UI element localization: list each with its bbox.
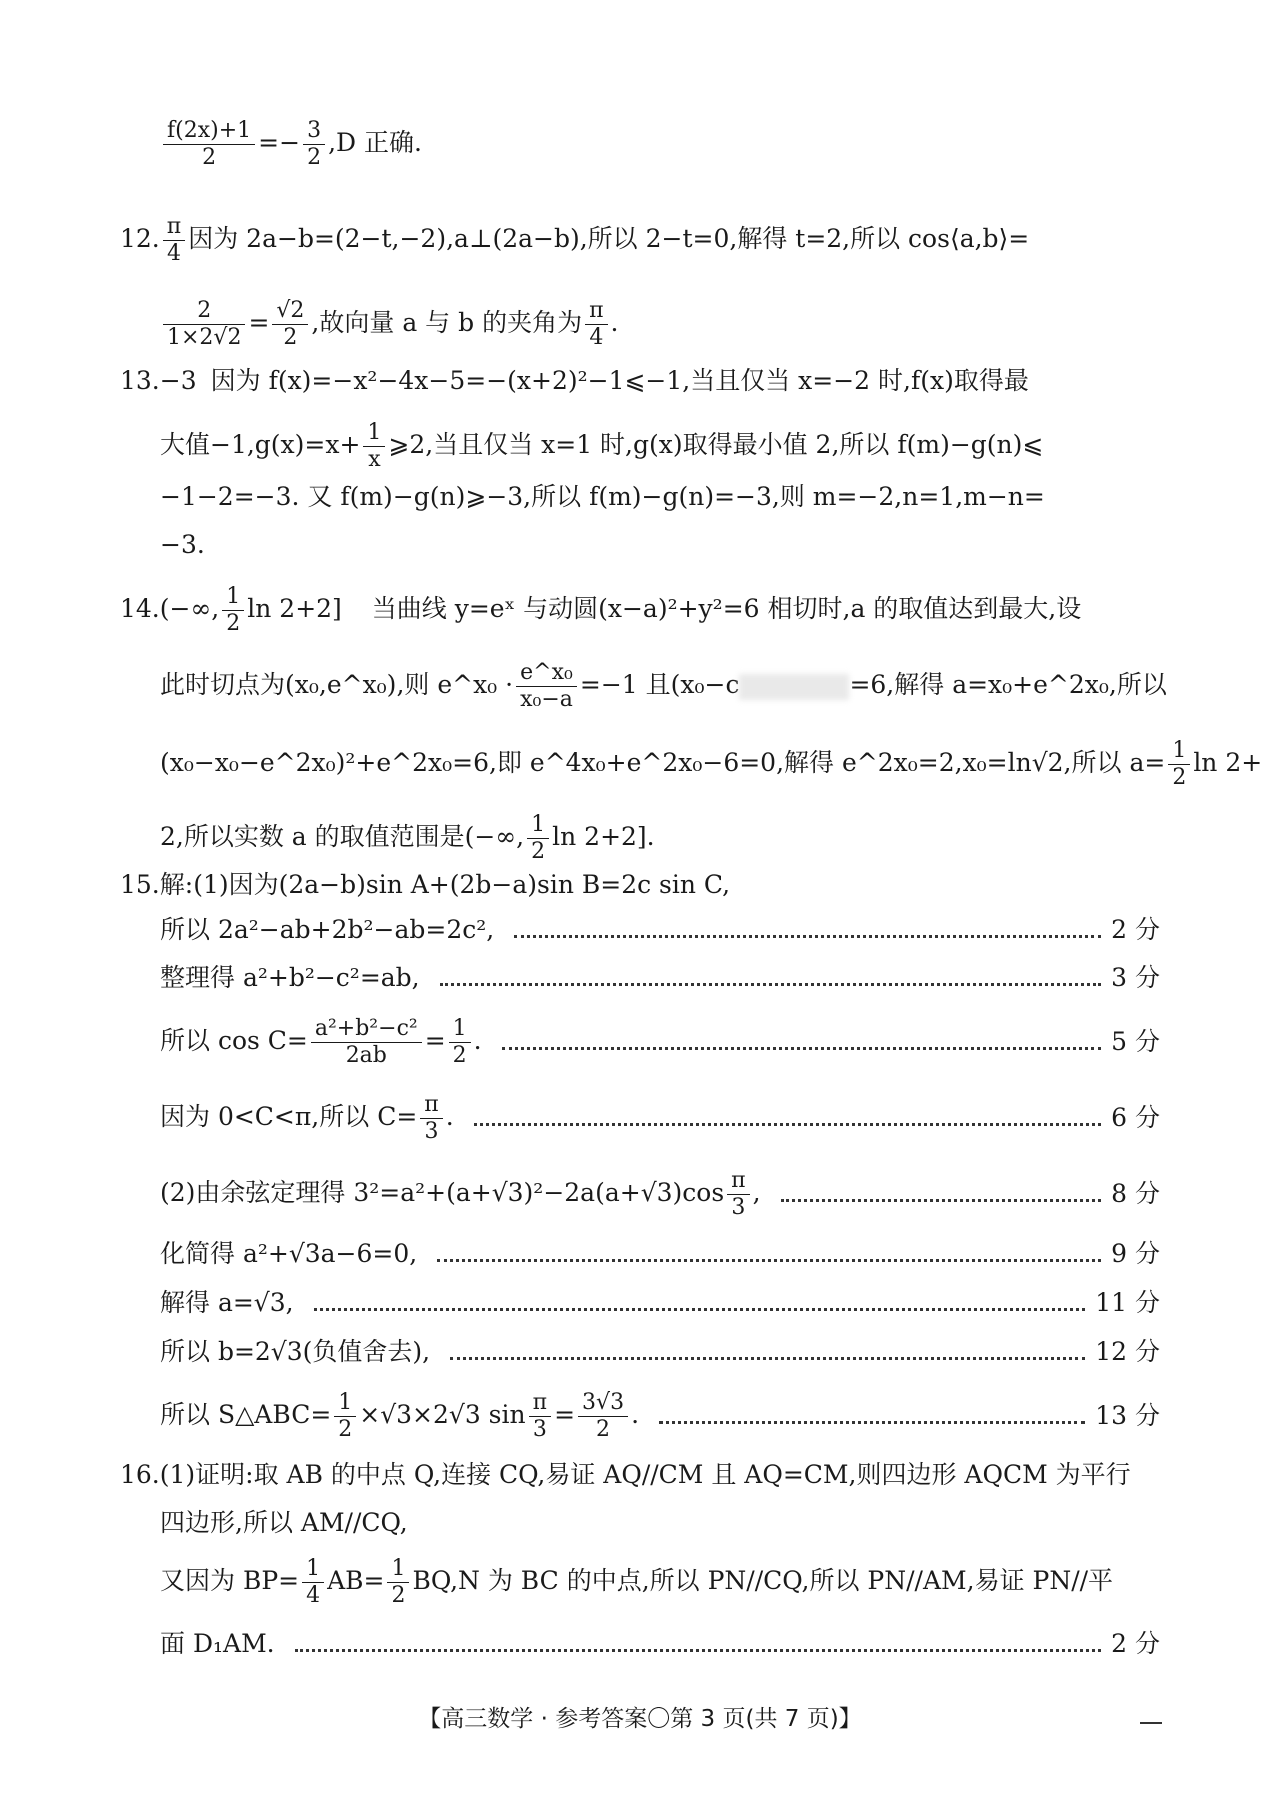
q11-conclusion: $\frac{f(2x)+1}{2}$ =− $\frac{3}{2}$ ,D 正确. (160, 118, 1160, 171)
score-line: (2)由余弦定理得 3²=a²+(a+√3)²−2a(a+√3)cos $\frac{\pi}{3}$ , 8 分 (160, 1167, 1160, 1220)
fraction: $\frac{1}{4}$ (302, 1556, 324, 1609)
score-line: 所以 b=2√3(负值舍去), 12 分 (160, 1337, 1160, 1366)
score-line: 面 D₁AM. 2 分 (160, 1629, 1160, 1658)
q14-line-3: (x₀−x₀−e^2x₀)²+e^2x₀=6,即 e^4x₀+e^2x₀−6=0,解得 e^2x₀=2,x₀=ln√2,所以 a= $\frac{1}{2}$ ln 2+ (160, 738, 1263, 790)
fraction: $\frac{1}{2}$ (527, 812, 549, 865)
fraction: $\frac{\pi}{3}$ (727, 1168, 749, 1221)
corner-mark (1140, 1722, 1162, 1724)
fraction: $\frac{\pi}{3}$ (529, 1390, 551, 1443)
smudge (739, 674, 849, 700)
score-line: 因为 0<C<π,所以 C= $\frac{\pi}{3}$ . 6 分 (160, 1091, 1160, 1144)
q16-line-2: 四边形,所以 AM//CQ, (160, 1508, 408, 1537)
leader-dots (295, 1649, 1102, 1652)
q14-line-4: 2,所以实数 a 的取值范围是(−∞, $\frac{1}{2}$ ln 2+2]. (160, 812, 655, 864)
q14-line-2: 此时切点为(x₀,e^x₀),则 e^x₀ · $\frac{\text{e\textasciicircum{}x₀}}{\text{x₀−a}}$ =−1 且(x₀−c =6,解得 a=x₀+e^2x₀,所以 (160, 660, 1167, 712)
fraction: $\frac{2}{1\times 2√2}$ (163, 298, 245, 351)
fraction: $\frac{1}{2}$ (449, 1016, 471, 1069)
fraction: $\frac{√2}{2}$ (272, 298, 308, 351)
q16-line-3: 又因为 BP= $\frac{1}{4}$ AB= $\frac{1}{2}$ BQ,N 为 BC 的中点,所以 PN//CQ,所以 PN//AM,易证 PN//平 (160, 1556, 1114, 1608)
score-line: 化简得 a²+√3a−6=0, 9 分 (160, 1239, 1160, 1268)
q13-line-1: 13.−3 因为 f(x)=−x²−4x−5=−(x+2)²−1⩽−1,当且仅当 x=−2 时,f(x)取得最 (120, 364, 1160, 398)
q16-line-1: 16.(1)证明:取 AB 的中点 Q,连接 CQ,易证 AQ//CM 且 AQ=CM,则四边形 AQCM 为平行 (120, 1460, 1131, 1489)
score-line: 所以 cos C= $\frac{\text{a²+b²−c²}}{2ab}$ = $\frac{1}{2}$ . 5 分 (160, 1015, 1160, 1068)
score-line: 所以 S△ABC= $\frac{1}{2}$ ×√3×2√3 sin $\frac{\pi}{3}$ = $\frac{3√3}{2}$ . 13 分 (160, 1389, 1160, 1442)
score-line: 所以 2a²−ab+2b²−ab=2c², 2 分 (160, 915, 1160, 944)
leader-dots (450, 1357, 1085, 1360)
fraction: $\frac{1}{x}$ (363, 420, 385, 473)
q12-line-1: 12. $\frac{\pi}{4}$ 因为 2a−b=(2−t,−2),a⊥(2a−b),所以 2−t=0,解得 t=2,所以 cos⟨a,b⟩= (120, 214, 1030, 266)
leader-dots (502, 1047, 1102, 1050)
fraction: $\frac{\pi}{4}$ (585, 298, 607, 351)
q13-line-3: −1−2=−3. 又 f(m)−g(n)⩾−3,所以 f(m)−g(n)=−3,则 m=−2,n=1,m−n= (160, 482, 1045, 511)
q12-answer: $\frac{\pi}{4}$ (163, 214, 185, 267)
score-line: 整理得 a²+b²−c²=ab, 3 分 (160, 963, 1160, 992)
fraction: $\frac{f(2x)+1}{2}$ (163, 118, 255, 171)
q14-line-1: 14.(−∞, $\frac{1}{2}$ ln 2+2] 当曲线 y=eˣ 与动圆(x−a)²+y²=6 相切时,a 的取值达到最大,设 (120, 584, 1082, 636)
score-line: 解得 a=√3, 11 分 (160, 1288, 1160, 1317)
leader-dots (514, 935, 1101, 938)
q14-answer: (−∞, $\frac{1}{2}$ ln 2+2] (159, 584, 342, 636)
q13-line-4: −3. (160, 530, 205, 559)
fraction: $\frac{1}{2}$ (387, 1556, 409, 1609)
fraction: $\frac{1}{2}$ (334, 1390, 356, 1443)
q12-line-2: $\frac{2}{1\times 2√2}$ = $\frac{√2}{2}$ ,故向量 a 与 b 的夹角为 $\frac{\pi}{4}$ . (160, 298, 1160, 351)
leader-dots (440, 983, 1102, 986)
fraction: $\frac{3√3}{2}$ (578, 1390, 628, 1443)
leader-dots (659, 1421, 1085, 1424)
fraction: $\frac{\pi}{3}$ (420, 1092, 442, 1145)
leader-dots (781, 1199, 1102, 1202)
fraction: $\frac{1}{2}$ (1168, 738, 1190, 791)
page-footer: 【高三数学 · 参考答案〇第 3 页(共 7 页)】 (418, 1706, 862, 1732)
fraction: $\frac{3}{2}$ (303, 118, 325, 171)
q15-line-1: 15.解:(1)因为(2a−b)sin A+(2b−a)sin B=2c sin C, (120, 870, 731, 899)
q13-answer: −3 (159, 366, 197, 395)
fraction: $\frac{\text{e\textasciicircum{}x₀}}{\text{x₀−a}}$ (516, 660, 577, 713)
leader-dots (437, 1259, 1101, 1262)
q13-line-2: 大值−1,g(x)=x+ $\frac{1}{x}$ ⩾2,当且仅当 x=1 时,g(x)取得最小值 2,所以 f(m)−g(n)⩽ (160, 420, 1044, 472)
leader-dots (314, 1308, 1086, 1311)
leader-dots (474, 1123, 1101, 1126)
fraction: $\frac{\text{a²+b²−c²}}{2ab}$ (311, 1016, 422, 1069)
fraction: $\frac{1}{2}$ (222, 584, 244, 637)
